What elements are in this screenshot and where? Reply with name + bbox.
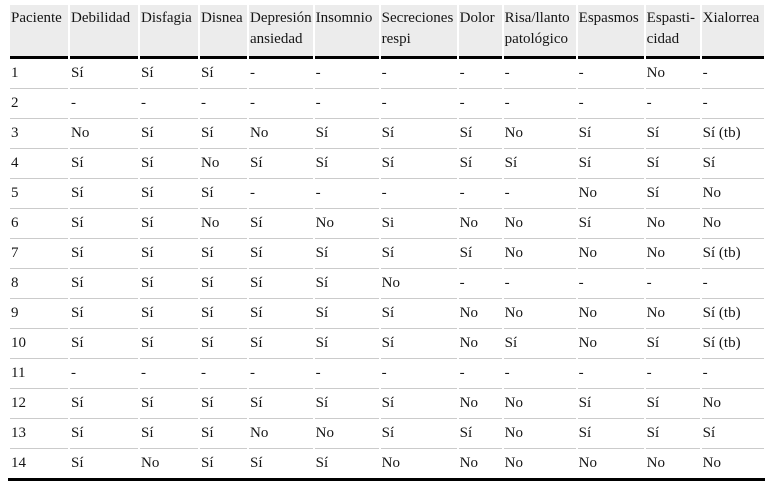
- table-row: [10, 359, 764, 389]
- symptom-cell: -: [646, 89, 700, 119]
- symptom-cell: Sí: [200, 299, 247, 329]
- symptom-cell: -: [504, 59, 576, 89]
- symptom-cell: Sí: [315, 239, 379, 269]
- symptom-cell: No: [702, 455, 721, 471]
- symptom-cell: -: [249, 359, 313, 389]
- symptom-cell: Sí: [249, 389, 313, 419]
- symptom-cell: No: [381, 455, 400, 471]
- symptom-cell: Sí: [459, 419, 502, 449]
- symptom-cell: -: [504, 179, 576, 209]
- symptom-cell: Sí: [315, 149, 379, 179]
- symptom-cell: Sí (tb): [702, 119, 764, 149]
- symptom-cell: Sí: [201, 455, 214, 471]
- column-header-1: Debilidad: [70, 5, 138, 59]
- symptom-cell: -: [70, 359, 138, 389]
- symptom-cell: No: [504, 455, 523, 471]
- symptom-cell: No: [249, 119, 313, 149]
- symptom-cell: -: [702, 359, 764, 389]
- column-header-5: Insomnio: [315, 5, 379, 59]
- symptom-cell: No: [141, 455, 160, 471]
- symptom-cell: Sí: [504, 149, 576, 179]
- symptom-cell: Sí: [646, 419, 700, 449]
- table-row: [10, 209, 764, 239]
- column-header-3: Disnea: [200, 5, 247, 59]
- symptom-cell: Sí: [70, 179, 138, 209]
- symptom-cell: No: [646, 59, 700, 89]
- symptom-cell: No: [646, 209, 700, 239]
- symptom-cell: Sí: [200, 419, 247, 449]
- symptom-cell: No: [578, 179, 644, 209]
- symptom-cell: -: [249, 89, 313, 119]
- symptom-cell: -: [315, 89, 379, 119]
- symptom-cell: Sí: [381, 389, 457, 419]
- symptom-cell: Sí: [249, 239, 313, 269]
- symptom-cell: Sí (tb): [702, 299, 764, 329]
- symptom-cell: -: [315, 359, 379, 389]
- symptom-cell: -: [381, 179, 457, 209]
- symptom-cell: No: [646, 239, 700, 269]
- patient-id-cell: 13: [10, 419, 68, 449]
- symptom-cell: Sí: [200, 239, 247, 269]
- table-row: [10, 59, 764, 89]
- patient-id-cell: 11: [10, 359, 68, 389]
- symptom-cell: Sí: [381, 329, 457, 359]
- symptom-cell: Sí (tb): [702, 329, 764, 359]
- symptom-cell: Sí: [200, 389, 247, 419]
- symptom-cell: Sí: [315, 329, 379, 359]
- symptom-cell: Sí: [249, 329, 313, 359]
- symptom-cell: Sí: [315, 119, 379, 149]
- symptom-cell: No: [646, 299, 700, 329]
- symptom-cell: -: [459, 359, 502, 389]
- symptom-cell: Sí: [70, 389, 138, 419]
- patient-id-cell: 8: [10, 269, 68, 299]
- symptom-cell: -: [381, 89, 457, 119]
- symptom-cell: -: [200, 89, 247, 119]
- symptom-cell: Sí: [70, 419, 138, 449]
- symptom-cell: -: [140, 89, 198, 119]
- symptom-cell: Sí: [70, 209, 138, 239]
- symptom-cell: Sí: [249, 269, 313, 299]
- symptom-cell: -: [249, 179, 313, 209]
- symptom-cell: -: [578, 59, 644, 89]
- column-header-0: Paciente: [10, 5, 68, 59]
- symptom-cell: -: [702, 59, 764, 89]
- symptom-cell: Sí: [140, 299, 198, 329]
- patient-symptoms-table: [8, 5, 766, 478]
- symptom-cell: Sí: [71, 455, 84, 471]
- symptom-cell: Sí: [459, 119, 502, 149]
- symptom-cell: Sí: [381, 149, 457, 179]
- symptom-cell: No: [381, 269, 457, 299]
- symptom-cell: Sí: [200, 269, 247, 299]
- column-header-8: Risa/llanto patológico: [504, 5, 576, 59]
- symptom-cell: No: [459, 299, 502, 329]
- table-row: [10, 269, 764, 299]
- symptom-cell: Sí: [315, 299, 379, 329]
- patient-id-cell: 14: [11, 455, 26, 471]
- symptom-cell: -: [381, 59, 457, 89]
- symptom-cell: -: [459, 59, 502, 89]
- symptom-cell: Sí: [200, 179, 247, 209]
- symptom-cell: Sí: [140, 149, 198, 179]
- patient-id-cell: 4: [10, 149, 68, 179]
- symptom-cell: -: [315, 179, 379, 209]
- table-header: [10, 5, 764, 59]
- symptom-cell: Sí: [315, 269, 379, 299]
- symptom-cell: Si: [381, 209, 457, 239]
- table-body: [10, 59, 764, 478]
- symptom-cell: -: [578, 269, 644, 299]
- symptom-cell: Sí: [646, 179, 700, 209]
- symptom-cell: -: [504, 359, 576, 389]
- symptom-cell: Sí: [70, 149, 138, 179]
- symptom-cell: No: [578, 455, 597, 471]
- symptom-cell: Sí: [249, 149, 313, 179]
- symptom-cell: No: [504, 389, 576, 419]
- symptom-cell: Sí: [140, 419, 198, 449]
- header-row: [10, 5, 764, 59]
- symptom-cell: No: [70, 119, 138, 149]
- symptom-cell: -: [578, 359, 644, 389]
- column-header-4: Depresión ansiedad: [249, 5, 313, 59]
- symptom-cell: -: [200, 359, 247, 389]
- symptom-cell: No: [200, 209, 247, 239]
- symptom-cell: No: [504, 119, 576, 149]
- symptom-cell: Sí: [381, 299, 457, 329]
- symptom-cell: Sí: [702, 419, 764, 449]
- symptom-cell: Sí: [140, 179, 198, 209]
- table-row: [10, 419, 764, 449]
- symptom-cell: -: [459, 89, 502, 119]
- symptom-cell: No: [315, 209, 379, 239]
- symptom-cell: Sí: [702, 149, 764, 179]
- symptom-cell: Sí: [578, 419, 644, 449]
- patient-id-cell: 10: [10, 329, 68, 359]
- symptom-cell: No: [578, 299, 644, 329]
- symptom-cell: No: [504, 209, 576, 239]
- symptom-cell: Sí: [315, 455, 329, 471]
- symptom-cell: No: [200, 149, 247, 179]
- column-header-7: Dolor: [459, 5, 502, 59]
- symptom-cell: No: [459, 329, 502, 359]
- symptom-cell: -: [702, 89, 764, 119]
- symptom-cell: No: [504, 299, 576, 329]
- symptom-cell: Sí: [70, 269, 138, 299]
- symptom-cell: Sí: [200, 329, 247, 359]
- symptom-cell: Sí: [249, 209, 313, 239]
- symptom-cell: Sí: [459, 239, 502, 269]
- symptom-cell: Sí: [578, 389, 644, 419]
- symptom-cell: No: [646, 455, 665, 471]
- symptom-cell: Sí: [140, 119, 198, 149]
- table-row: [10, 389, 764, 419]
- symptom-cell: Sí: [250, 455, 263, 471]
- table-row: [10, 179, 764, 209]
- symptom-cell: Sí (tb): [702, 239, 764, 269]
- symptom-cell: Sí: [249, 299, 313, 329]
- symptom-cell: -: [702, 269, 764, 299]
- symptom-cell: No: [459, 455, 478, 471]
- patient-id-cell: 2: [10, 89, 68, 119]
- patient-id-cell: 7: [10, 239, 68, 269]
- patient-id-cell: 3: [10, 119, 68, 149]
- symptom-cell: -: [504, 269, 576, 299]
- symptom-cell: No: [459, 209, 502, 239]
- symptom-cell: Sí: [504, 329, 576, 359]
- symptom-cell: Sí: [200, 59, 247, 89]
- symptom-cell: No: [504, 419, 576, 449]
- symptom-cell: Sí: [200, 119, 247, 149]
- symptom-cell: Sí: [140, 389, 198, 419]
- column-header-10: Espasti-cidad: [646, 5, 700, 59]
- patient-id-cell: 5: [10, 179, 68, 209]
- symptom-cell: Sí: [70, 239, 138, 269]
- symptom-cell: -: [504, 89, 576, 119]
- symptom-cell: Sí: [315, 389, 379, 419]
- symptom-cell: Sí: [646, 329, 700, 359]
- symptom-cell: -: [646, 269, 700, 299]
- symptom-cell: No: [249, 419, 313, 449]
- column-header-6: Secreciones respi: [381, 5, 457, 59]
- symptom-cell: No: [702, 209, 764, 239]
- table-row: [10, 89, 764, 119]
- symptom-cell: No: [315, 419, 379, 449]
- symptom-cell: -: [140, 359, 198, 389]
- symptom-cell: Sí: [578, 209, 644, 239]
- symptom-cell: Sí: [70, 59, 138, 89]
- column-header-9: Espasmos: [578, 5, 644, 59]
- symptom-cell: Sí: [459, 149, 502, 179]
- symptom-cell: -: [459, 269, 502, 299]
- table-row: [10, 329, 764, 359]
- symptom-cell: Sí: [140, 209, 198, 239]
- symptom-cell: Sí: [140, 59, 198, 89]
- symptom-cell: No: [459, 389, 502, 419]
- symptom-cell: Sí: [578, 119, 644, 149]
- table-row: [10, 449, 764, 478]
- symptom-cell: -: [315, 59, 379, 89]
- symptom-cell: Sí: [646, 119, 700, 149]
- symptom-cell: Sí: [646, 149, 700, 179]
- table-row: [10, 299, 764, 329]
- symptom-cell: Sí: [140, 269, 198, 299]
- symptom-cell: Sí: [70, 329, 138, 359]
- symptom-cell: -: [578, 89, 644, 119]
- table-row: [10, 119, 764, 149]
- symptom-cell: No: [578, 329, 644, 359]
- table-bottom-border: [8, 478, 765, 481]
- table-row: [10, 239, 764, 269]
- symptom-cell: Sí: [70, 299, 138, 329]
- column-header-2: Disfagia: [140, 5, 198, 59]
- symptom-cell: -: [646, 359, 700, 389]
- symptom-cell: Sí: [381, 419, 457, 449]
- symptom-cell: -: [249, 59, 313, 89]
- symptom-cell: -: [70, 89, 138, 119]
- symptom-cell: -: [381, 359, 457, 389]
- symptom-cell: No: [702, 179, 764, 209]
- symptom-cell: Sí: [140, 329, 198, 359]
- patient-id-cell: 12: [10, 389, 68, 419]
- symptom-cell: Sí: [646, 389, 700, 419]
- symptom-cell: Sí: [578, 149, 644, 179]
- symptom-cell: Sí: [140, 239, 198, 269]
- symptom-cell: No: [578, 239, 644, 269]
- table-row: [10, 149, 764, 179]
- symptom-cell: -: [459, 179, 502, 209]
- patient-id-cell: 6: [10, 209, 68, 239]
- symptom-cell: No: [504, 239, 576, 269]
- patient-id-cell: 1: [10, 59, 68, 89]
- symptom-cell: Sí: [381, 119, 457, 149]
- symptom-cell: Sí: [381, 239, 457, 269]
- column-header-11: Xialorrea: [702, 5, 764, 59]
- symptom-cell: No: [702, 389, 764, 419]
- patient-id-cell: 9: [10, 299, 68, 329]
